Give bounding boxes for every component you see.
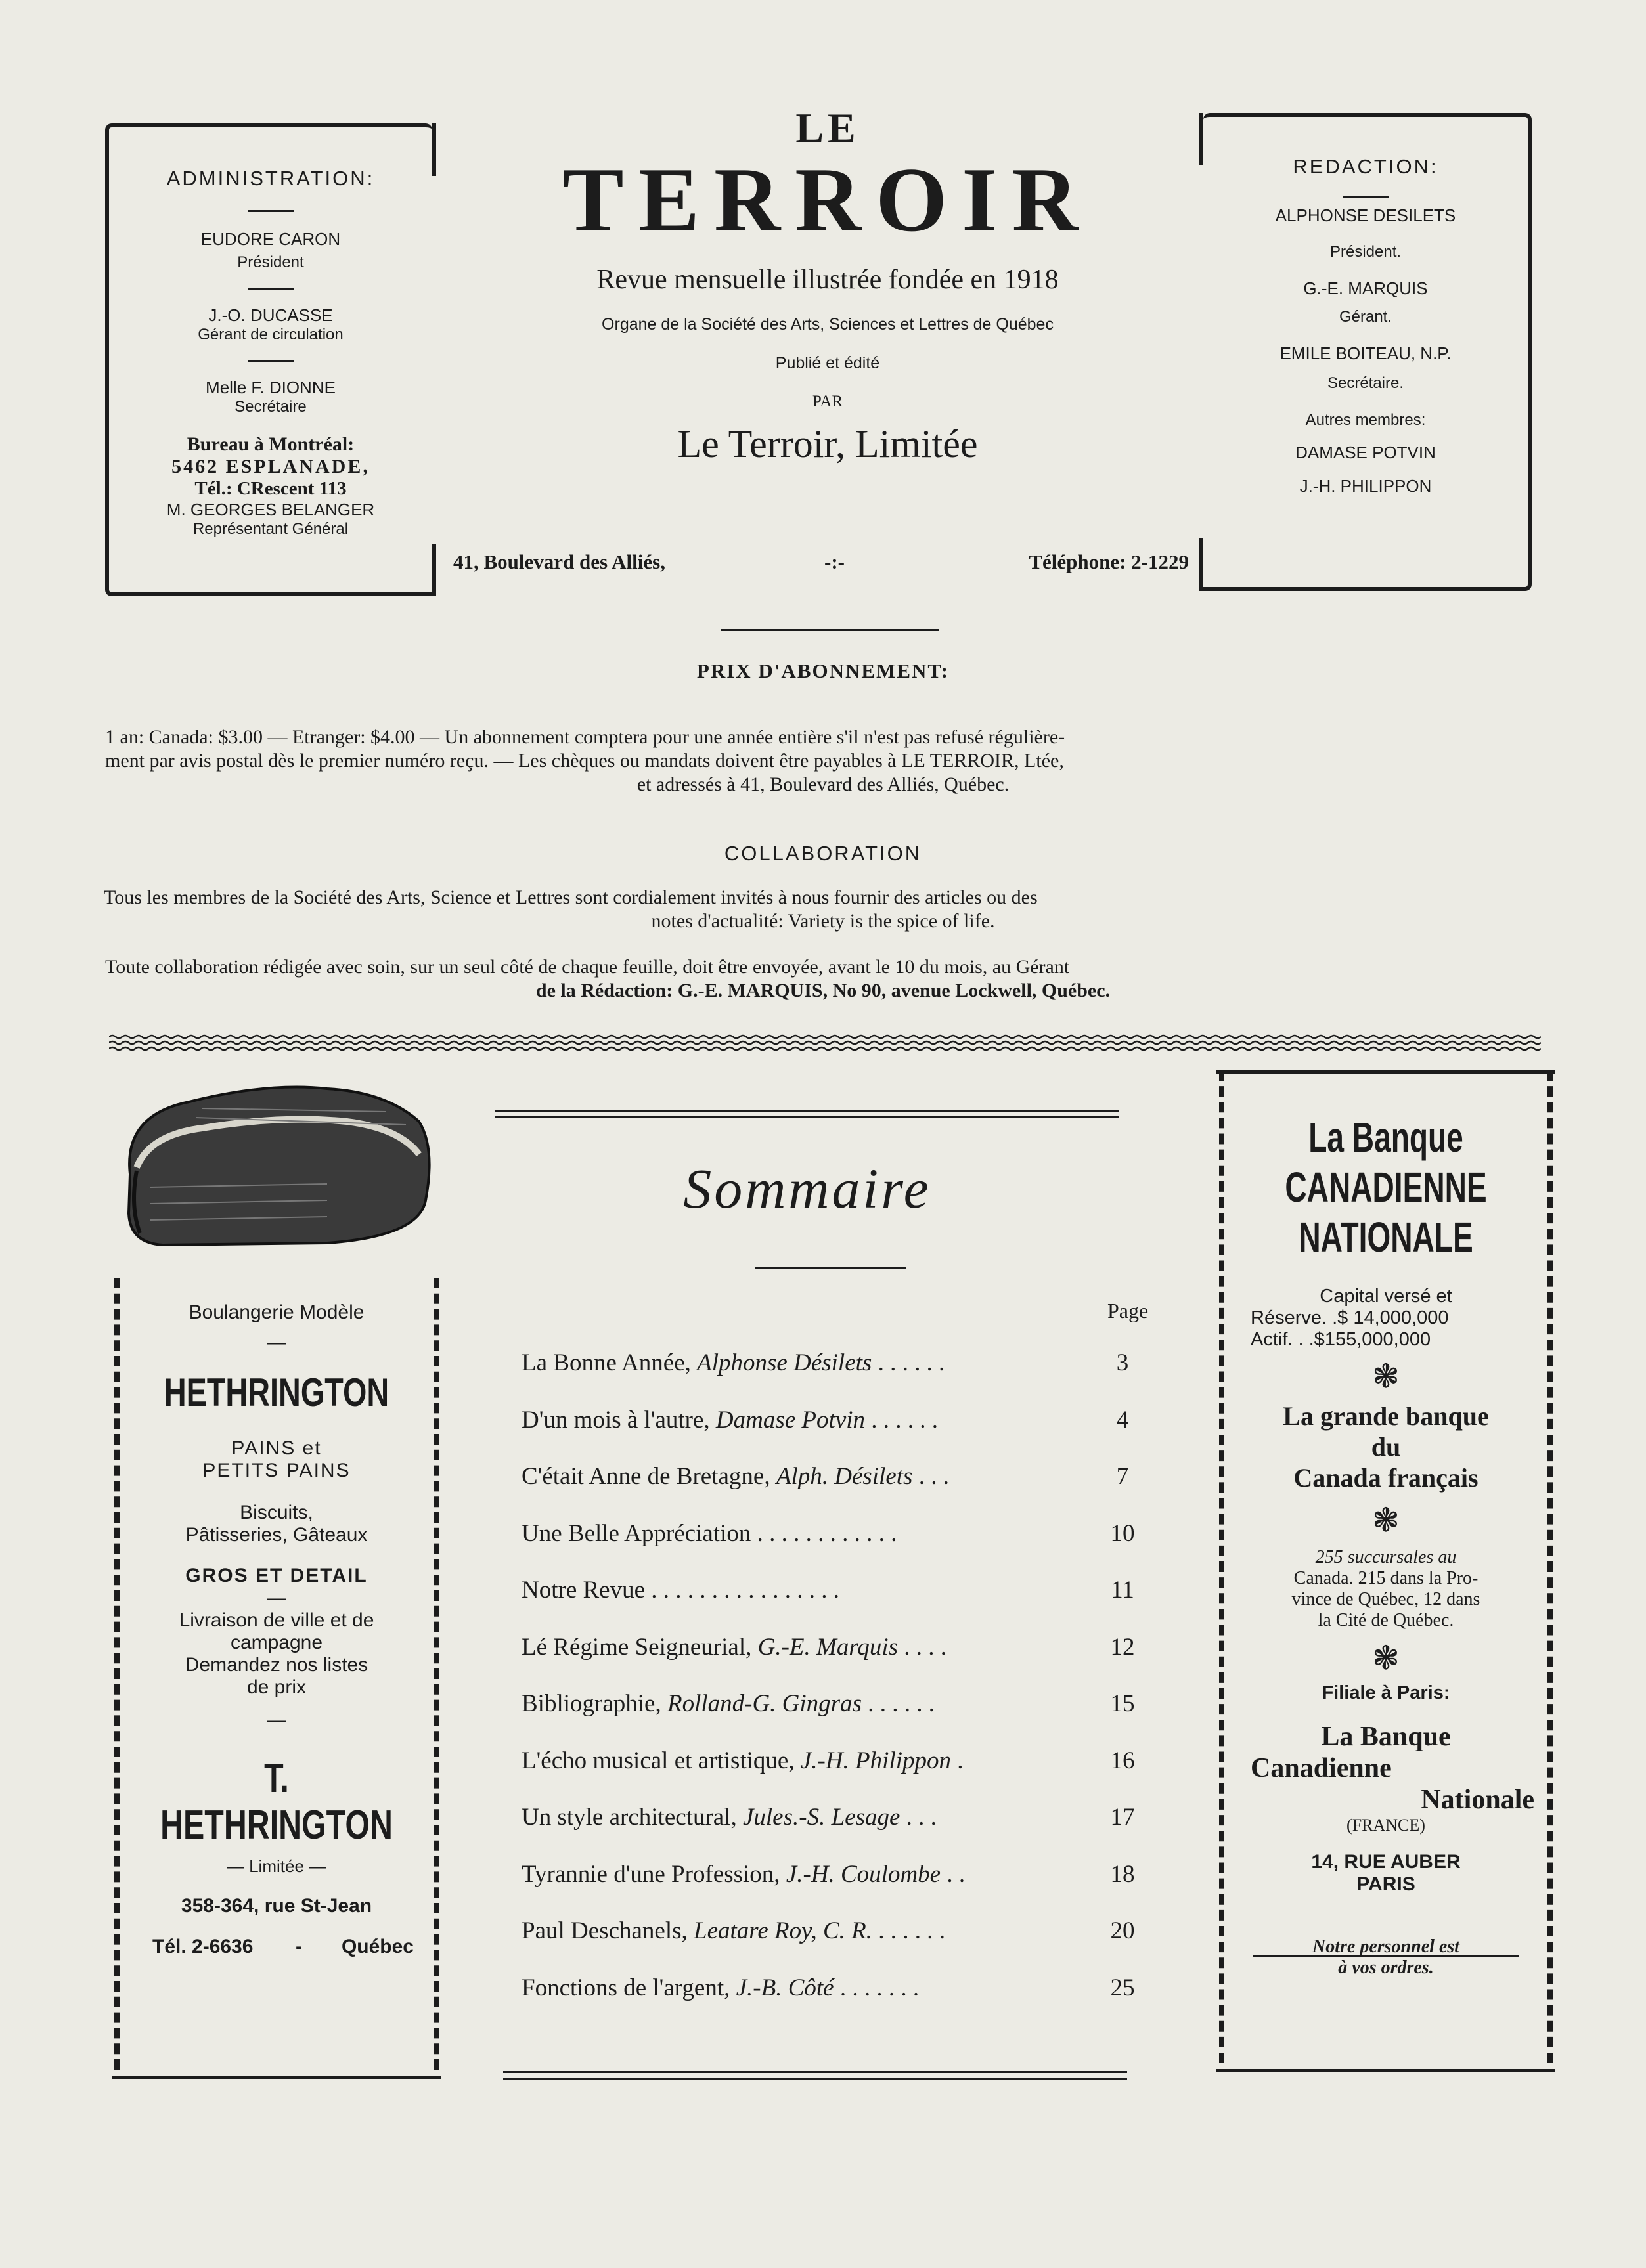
contents-entry-page: 3 bbox=[1116, 1349, 1129, 1376]
contents-entry bbox=[522, 1349, 1152, 1388]
contents-entry-title bbox=[522, 1576, 1080, 1604]
entry-leader-dots: . . . . . . bbox=[872, 1917, 946, 1944]
collaboration-heading: COLLABORATION bbox=[724, 842, 922, 865]
contents-entry bbox=[522, 1576, 1152, 1615]
contents-entry-page: 10 bbox=[1110, 1519, 1135, 1547]
bakery-limited: — Limitée — bbox=[227, 1856, 326, 1876]
admin-montreal-office: Bureau à Montréal: bbox=[187, 433, 355, 455]
contents-entry-title bbox=[522, 1803, 1080, 1831]
flower-ornament-icon: ❃ bbox=[1372, 1358, 1400, 1395]
entry-title-text: Lé Régime Seigneurial, bbox=[522, 1633, 758, 1661]
bank-slogan-3: Canada français bbox=[1293, 1463, 1479, 1493]
redaction-secretary-name: EMILE BOITEAU, N.P. bbox=[1279, 343, 1452, 363]
entry-title-text: Notre Revue bbox=[522, 1577, 646, 1603]
collaboration-line-1: Tous les membres de la Société des Arts, Science et Lettres sont cordialement invités à nous fournir des articles ou des bbox=[104, 886, 1038, 908]
masthead-telephone: Téléphone: 2-1229 bbox=[1029, 550, 1189, 573]
entry-title-text: La Bonne Année, bbox=[522, 1349, 698, 1376]
bakery-name: HETHRINGTON bbox=[164, 1370, 389, 1414]
entry-title-text: Un style architectural, bbox=[522, 1804, 743, 1831]
contents-entry-title bbox=[522, 1690, 1080, 1718]
admin-montreal-tel: Tél.: CRescent 113 bbox=[194, 478, 347, 499]
bank-staff-1: Notre personnel est bbox=[1312, 1936, 1459, 1957]
masthead-address: 41, Boulevard des Alliés, bbox=[453, 550, 665, 573]
entry-leader-dots: . . . . bbox=[898, 1633, 947, 1661]
masthead-subtitle: Revue mensuelle illustrée fondée en 1918 bbox=[596, 265, 1059, 295]
entry-title-text: Paul Deschanels, bbox=[522, 1917, 694, 1944]
subscription-heading: PRIX D'ABONNEMENT: bbox=[696, 659, 950, 682]
bank-staff-2: à vos ordres. bbox=[1338, 1957, 1434, 1978]
entry-title-text: Bibliographie, bbox=[522, 1690, 667, 1717]
contents-entry-page: 12 bbox=[1110, 1633, 1135, 1661]
bread-loaf-icon bbox=[110, 1076, 439, 1253]
masthead-published: Publié et édité bbox=[775, 354, 880, 372]
bakery-dash-2: — bbox=[267, 1587, 286, 1609]
entry-leader-dots: . . . . . . bbox=[872, 1349, 945, 1376]
bakery-company: T. HETHRINGTON bbox=[160, 1756, 393, 1848]
bank-capital-1: Capital versé et bbox=[1320, 1286, 1452, 1307]
bank-filiale: Filiale à Paris: bbox=[1322, 1682, 1450, 1703]
bank-name-2: CANADIENNE bbox=[1285, 1164, 1487, 1211]
entry-title-text: Une Belle Appréciation bbox=[522, 1519, 751, 1547]
admin-president-name: EUDORE CARON bbox=[200, 229, 341, 249]
entry-author: Alphonse Désilets bbox=[697, 1349, 872, 1376]
bakery-products-2: PETITS PAINS bbox=[202, 1460, 351, 1481]
bank-name-3: NATIONALE bbox=[1299, 1213, 1473, 1261]
bakery-delivery-4: de prix bbox=[246, 1676, 307, 1698]
collaboration-line-3: Toute collaboration rédigée avec soin, sur un seul côté de chaque feuille, doit être envoyée, avant le 10 du mois, au Gérant bbox=[105, 956, 1070, 978]
contents-entry bbox=[522, 1803, 1152, 1843]
entry-author: G.-E. Marquis bbox=[757, 1633, 899, 1661]
masthead bbox=[447, 105, 1209, 467]
bakery-tel-sep: - bbox=[296, 1936, 302, 1957]
bank-slogan-2: du bbox=[1371, 1432, 1401, 1462]
contents-entry-page: 4 bbox=[1116, 1406, 1129, 1433]
entry-leader-dots: . . . . . . . bbox=[834, 1974, 920, 2001]
entry-title-text: Fonctions de l'argent, bbox=[522, 1974, 736, 2001]
entry-leader-dots: . . bbox=[941, 1860, 966, 1888]
bakery-city: Québec bbox=[341, 1936, 414, 1957]
administration-box bbox=[105, 123, 432, 596]
entry-author: Alph. Désilets bbox=[776, 1463, 913, 1490]
bakery-ad bbox=[114, 1278, 439, 2070]
bank-paris-address-2: PARIS bbox=[1356, 1873, 1415, 1895]
contents-entry bbox=[522, 1860, 1152, 1900]
masthead-contact-line bbox=[453, 550, 1189, 577]
contents-entry bbox=[522, 1917, 1152, 1956]
bank-paris-2: Canadienne bbox=[1251, 1753, 1392, 1783]
entry-author: Rolland-G. Gingras bbox=[667, 1690, 862, 1717]
bank-branches-4: la Cité de Québec. bbox=[1318, 1610, 1454, 1630]
contents-entry-page: 16 bbox=[1110, 1747, 1135, 1774]
contents-entry-title bbox=[522, 1860, 1080, 1888]
admin-secretary-name: Melle F. DIONNE bbox=[206, 378, 336, 397]
redaction-manager-role: Gérant. bbox=[1339, 308, 1392, 326]
contents-entry-page: 20 bbox=[1110, 1917, 1135, 1944]
bakery-products-1: PAINS et bbox=[231, 1437, 322, 1459]
contents-entry bbox=[522, 1406, 1152, 1445]
redaction-president-name: ALPHONSE DESILETS bbox=[1275, 206, 1456, 225]
entry-leader-dots: . bbox=[951, 1747, 964, 1774]
bank-branches-2: Canada. 215 dans la Pro- bbox=[1293, 1568, 1479, 1588]
bakery-delivery-3: Demandez nos listes bbox=[185, 1654, 368, 1676]
flower-ornament-icon: ❃ bbox=[1372, 1640, 1400, 1676]
collaboration-line-4: de la Rédaction: G.-E. MARQUIS, No 90, avenue Lockwell, Québec. bbox=[535, 980, 1111, 1001]
admin-montreal-address: 5462 ESPLANADE, bbox=[171, 456, 370, 477]
contents-entry-page: 7 bbox=[1116, 1463, 1129, 1490]
entry-leader-dots: . . . . . . bbox=[861, 1690, 935, 1717]
entry-leader-dots: . . . . . . bbox=[865, 1406, 939, 1433]
contents-top-rule bbox=[495, 1110, 1119, 1112]
redaction-box bbox=[1203, 113, 1532, 591]
bakery-products-3: Biscuits, bbox=[240, 1502, 313, 1523]
contents-entry-page: 15 bbox=[1110, 1690, 1135, 1717]
bakery-delivery-1: Livraison de ville et de bbox=[179, 1609, 374, 1631]
bakery-wholesale: GROS ET DETAIL bbox=[185, 1565, 368, 1586]
divider bbox=[721, 629, 939, 631]
entry-title-text: C'était Anne de Bretagne, bbox=[522, 1463, 776, 1490]
entry-title-text: L'écho musical et artistique, bbox=[522, 1747, 801, 1774]
bank-slogan-1: La grande banque bbox=[1283, 1401, 1489, 1431]
bakery-tel-line bbox=[120, 1936, 434, 1962]
masthead-organ: Organe de la Société des Arts, Sciences et Lettres de Québec bbox=[602, 315, 1054, 334]
contents-entry-title bbox=[522, 1349, 1080, 1377]
contents-entry-page: 17 bbox=[1110, 1804, 1135, 1831]
admin-circulation-name: J.-O. DUCASSE bbox=[208, 305, 333, 325]
bank-paris-3: Nationale bbox=[1421, 1785, 1534, 1815]
masthead-publisher: Le Terroir, Limitée bbox=[677, 422, 978, 466]
contents-page-label: Page bbox=[1107, 1299, 1149, 1322]
contents-entry bbox=[522, 1633, 1152, 1672]
contents-entry bbox=[522, 1747, 1152, 1786]
redaction-others: Autres membres: bbox=[1305, 411, 1426, 429]
contents-entry-title bbox=[522, 1747, 1080, 1775]
wavy-line bbox=[109, 1047, 1541, 1050]
admin-rep-role: Représentant Général bbox=[192, 520, 349, 538]
entry-author: J.-B. Côté bbox=[736, 1974, 834, 2001]
entry-leader-dots: . . . . . . . . . . . . bbox=[751, 1519, 897, 1547]
entry-author: J.-H. Coulombe bbox=[786, 1860, 941, 1888]
contents-entry-title bbox=[522, 1917, 1080, 1945]
contents-entry bbox=[522, 1690, 1152, 1729]
bank-paris-address-1: 14, RUE AUBER bbox=[1311, 1851, 1461, 1873]
contents-entry-title bbox=[522, 1974, 1080, 2002]
entry-author: Damase Potvin bbox=[715, 1406, 866, 1433]
contents-bottom-rule bbox=[503, 2071, 1127, 2073]
redaction-member-philippon: J.-H. PHILIPPON bbox=[1299, 476, 1432, 496]
contents-entry-title bbox=[522, 1633, 1080, 1661]
bakery-address: 358-364, rue St-Jean bbox=[181, 1895, 372, 1917]
bakery-delivery-2: campagne bbox=[230, 1632, 323, 1653]
admin-president-role: Président bbox=[237, 253, 304, 271]
bank-name-1: La Banque bbox=[1308, 1114, 1463, 1161]
wavy-line bbox=[109, 1041, 1541, 1044]
contents-entry-title bbox=[522, 1462, 1080, 1491]
masthead-par: PAR bbox=[812, 393, 843, 410]
entry-author: J.-H. Philippon bbox=[800, 1747, 951, 1774]
bakery-products-4: Pâtisseries, Gâteaux bbox=[185, 1524, 368, 1546]
bank-capital-2: Réserve. .$ 14,000,000 bbox=[1251, 1307, 1449, 1328]
entry-author: Leatare Roy, C. R. bbox=[694, 1917, 873, 1944]
subscription-line-3: et adressés à 41, Boulevard des Alliés, Québec. bbox=[636, 774, 1010, 795]
bank-branches-3: vince de Québec, 12 dans bbox=[1291, 1589, 1480, 1609]
bakery-tel: Tél. 2-6636 bbox=[152, 1936, 254, 1957]
wavy-line bbox=[109, 1036, 1541, 1038]
redaction-president-role: Président. bbox=[1329, 243, 1402, 261]
admin-secretary-role: Secrétaire bbox=[234, 398, 307, 416]
contents-heading-rule bbox=[755, 1267, 906, 1269]
flower-ornament-icon: ❃ bbox=[1372, 1502, 1400, 1538]
admin-circulation-role: Gérant de circulation bbox=[198, 326, 344, 343]
bank-branches-1: 255 succursales au bbox=[1315, 1547, 1457, 1567]
wavy-separator bbox=[109, 1034, 1541, 1053]
bank-ad bbox=[1219, 1070, 1553, 2063]
bakery-dash-3: — bbox=[267, 1709, 286, 1731]
redaction-secretary-role: Secrétaire. bbox=[1327, 374, 1404, 392]
admin-rep-name: M. GEORGES BELANGER bbox=[166, 500, 375, 519]
masthead-title: TERROIR bbox=[562, 149, 1093, 251]
contents-entry-title bbox=[522, 1519, 1080, 1548]
entry-title-text: Tyrannie d'une Profession, bbox=[522, 1860, 786, 1888]
contents-entry-title bbox=[522, 1406, 1080, 1434]
redaction-manager-name: G.-E. MARQUIS bbox=[1303, 278, 1428, 298]
collaboration-line-2: notes d'actualité: Variety is the spice of life. bbox=[651, 910, 995, 932]
masthead-separator: -:- bbox=[824, 550, 845, 573]
entry-leader-dots: . . . . . . . . . . . . . . . . bbox=[645, 1577, 840, 1603]
bank-capital-3: Actif. . .$155,000,000 bbox=[1251, 1329, 1431, 1350]
entry-author: Jules.-S. Lesage bbox=[742, 1804, 901, 1831]
contents-entry bbox=[522, 1519, 1152, 1559]
redaction-heading: REDACTION: bbox=[1293, 155, 1438, 178]
entry-leader-dots: . . . bbox=[912, 1463, 949, 1490]
contents-entry-page: 18 bbox=[1110, 1860, 1135, 1888]
contents-entry-page: 11 bbox=[1111, 1577, 1134, 1603]
contents-entry bbox=[522, 1974, 1152, 2013]
contents-entry-page: 25 bbox=[1110, 1974, 1135, 2001]
subscription-line-1: 1 an: Canada: $3.00 — Etranger: $4.00 — Un abonnement comptera pour une année entière s'il n'est pas refusé régulière- bbox=[105, 726, 1065, 748]
bakery-dash-1: — bbox=[267, 1332, 286, 1353]
contents-heading: Sommaire bbox=[683, 1157, 931, 1220]
entry-leader-dots: . . . bbox=[900, 1804, 937, 1831]
subscription-line-2: ment par avis postal dès le premier numéro reçu. — Les chèques ou mandats doivent être payables à LE TERROIR, Ltée, bbox=[105, 750, 1064, 772]
entry-title-text: D'un mois à l'autre, bbox=[522, 1406, 716, 1433]
bank-paris-1: La Banque bbox=[1321, 1722, 1451, 1752]
administration-heading: ADMINISTRATION: bbox=[166, 167, 375, 190]
bank-france: (FRANCE) bbox=[1346, 1816, 1425, 1835]
bakery-line-1: Boulangerie Modèle bbox=[189, 1301, 365, 1323]
redaction-member-potvin: DAMASE POTVIN bbox=[1295, 443, 1436, 462]
masthead-le: LE bbox=[795, 104, 860, 151]
contents-list bbox=[522, 1349, 1152, 2045]
contents-entry bbox=[522, 1462, 1152, 1502]
